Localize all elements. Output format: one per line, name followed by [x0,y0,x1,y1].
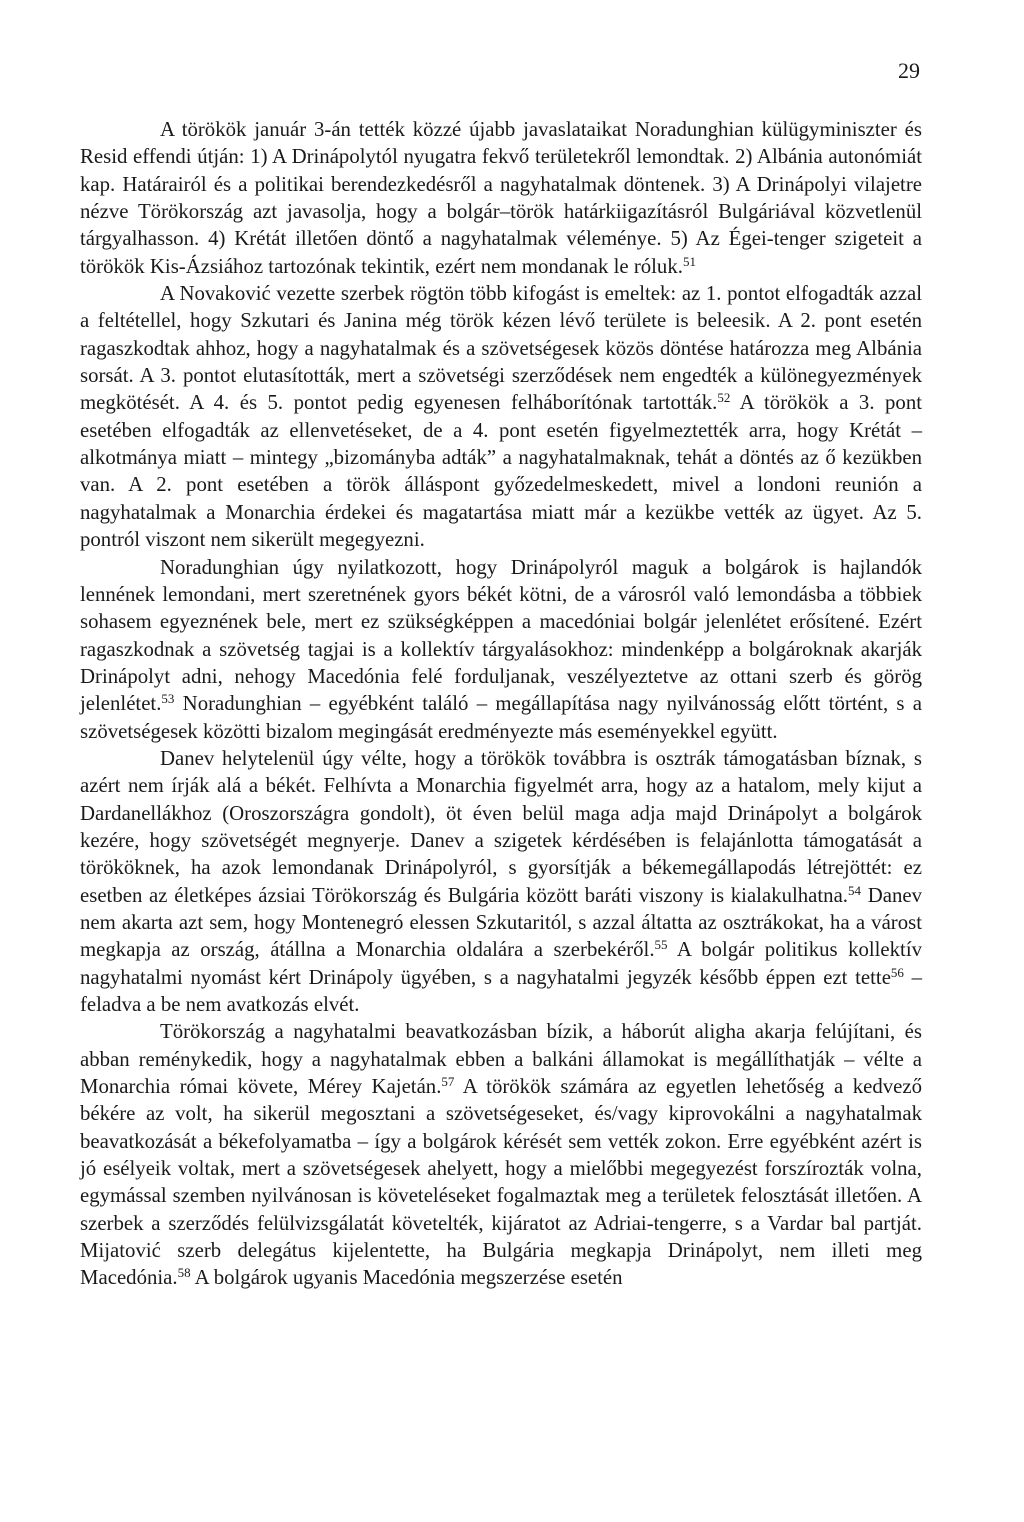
footnote-marker: 51 [682,253,696,269]
paragraph [80,1018,922,1291]
paragraph-text: A Novaković vezette szerbek rögtön több kifogást is emeltek: az 1. pontot elfogadták azzal a feltétellel, hogy Szkutari és Janina még török kézen lévő területe is beleesik. A 2. pont esetén ragaszkodtak ahhoz, hogy a nagyhatalmak és a szövetségesek közös döntése határozza meg Albánia sorsát. A 3. pontot elutasították, mert a szövetségi szerződések nem engedték a különegyezmények megkötését. A 4. és 5. pontot pedig egyenesen felháborítónak tartották. [80,282,922,415]
footnote-marker: 57 [441,1074,455,1090]
paragraph [80,116,922,280]
page-number: 29 [898,58,920,83]
footnote-marker: 54 [848,882,862,898]
paragraph [80,554,922,745]
paragraph [80,280,922,553]
paragraph-text: – feladva a be nem avatkozás elvét. [80,965,922,1016]
footnote-marker: 58 [177,1265,191,1281]
footnote-marker: 56 [890,964,904,980]
footnote-marker: 53 [161,691,175,707]
paragraph-text: Danev nem akarta azt sem, hogy Montenegró elessen Szkutaritól, s azzal áltatta az osztrákokat, ha a várost megkapja az ország, átállna a Monarchia oldalára a szerbekéről. [80,883,922,962]
paragraph-text: A törökök számára az egyetlen lehetőség a kedvező békére az volt, ha sikerül megosztani a szövetségeseket, és/vagy kiprovokálni a nagyhatalmak beavatkozását a békefolyamatba – így a bolgárok kérését sem vették zokon. Erre egyébként azért is jó esélyeik voltak, mert a szövetségesek ahelyett, hogy a mielőbbi megegyezést forszírozták volna, egymással szemben nyilvánosan is követeléseket fogalmaztak meg a területek felosztását illetően. A szerbek a szerződés felülvizsgálatát követelték, kijáratot az Adriai-tengerre, s a Vardar bal partját. Mijatović szerb delegátus kijelentette, ha Bulgária megkapja Drinápolyt, nem illeti meg Macedónia. [80,1075,923,1290]
paragraph-text: A törökök január 3-án tették közzé újabb javaslataikat Noradunghian külügyminiszter és Resid effendi útján: 1) A Drinápolytól nyugatra fekvő területekről lemondtak. 2) Albánia autonómiát kap. Határairól és a politikai berendezkedésről a nagyhatalmak döntenek. 3) A Drinápolyi vilajetre nézve Törökország azt javasolja, hogy a bolgár–török határkiigazításról Bulgáriával közvetlenül tárgyalhasson. 4) Krétát illetően döntő a nagyhatalmak véleménye. 5) Az Égei-tenger szigeteit a törökök Kis-Ázsiához tartozónak tekintik, ezért nem mondanak le róluk. [80,118,922,278]
paragraph-text: Noradunghian úgy nyilatkozott, hogy Drinápolyról maguk a bolgárok is hajlandók lennének lemondani, mert szeretnének gyors békét kötni, de a városról való lemondásba a többiek sohasem egyeznének bele, mert ez szükségképpen a macedóniai bolgár jelenlétet erősítené. Ezért ragaszkodnak a szövetség tagjai is a kollektív tárgyalásokhoz: mindenképp a bolgároknak akarják Drinápolyt adni, nehogy Macedónia felé forduljanak, veszélyeztetve az ottani szerb és görög jelenlétet. [80,555,922,716]
paragraph-text: Danev helytelenül úgy vélte, hogy a törökök továbbra is osztrák támogatásban bíznak, s azért nem írják alá a békét. Felhívta a Monarchia figyelmét arra, hogy az a hatalom, mely kijut a Dardanellákhoz (Oroszországra gondolt), öt éven belül maga adja majd Drinápolyt a bolgárok kezére, hogy szövetségét megnyerje. Danev a szigetek kérdésében is felajánlotta támogatását a törököknek, ha azok lemondanak Drinápolyról, s gyorsítják a békemegállapodás létrejöttét: ez esetben az életképes ázsiai Törökország és Bulgária között baráti viszony is kialakulhatna. [80,746,922,907]
paragraph-text: A törökök a 3. pont esetében elfogadták az ellenvetéseket, de a 4. pont esetén figyelmeztették arra, hogy Krétát – alkotmánya miatt – mintegy „bizományba adták” a nagyhatalmaknak, tehát a döntés az ő kezükben van. A 2. pont esetében a török álláspont győzedelmeskedett, mivel a londoni reunión a nagyhatalmak a Monarchia érdekei és magatartása miatt már a kezükbe vették az ügyet. Az 5. pontról viszont nem sikerült megegyezni. [80,391,922,552]
footnote-marker: 52 [717,390,731,406]
paragraph-text: Törökország a nagyhatalmi beavatkozásban bízik, a háborút aligha akarja felújítani, és abban reménykedik, hogy a nagyhatalmak ebben a balkáni államokat is megállíthatják – vélte a Monarchia római követe, Mérey Kajetán. [80,1020,922,1099]
footnote-marker: 55 [654,937,668,953]
paragraph-text: Noradunghian – egyébként találó – megállapítása nagy nyilvánosság előtt történt, s a szövetségesek közötti bizalom megingását eredményezte más eseményekkel együtt. [80,692,922,743]
paragraph-text: A bolgárok ugyanis Macedónia megszerzése esetén [190,1266,623,1290]
body-text [80,116,922,1292]
paragraph-text: A bolgár politikus kollektív nagyhatalmi nyomást kért Drinápoly ügyében, s a nagyhatalmi jegyzék később éppen ezt tette [80,938,923,989]
paragraph [80,745,922,1018]
